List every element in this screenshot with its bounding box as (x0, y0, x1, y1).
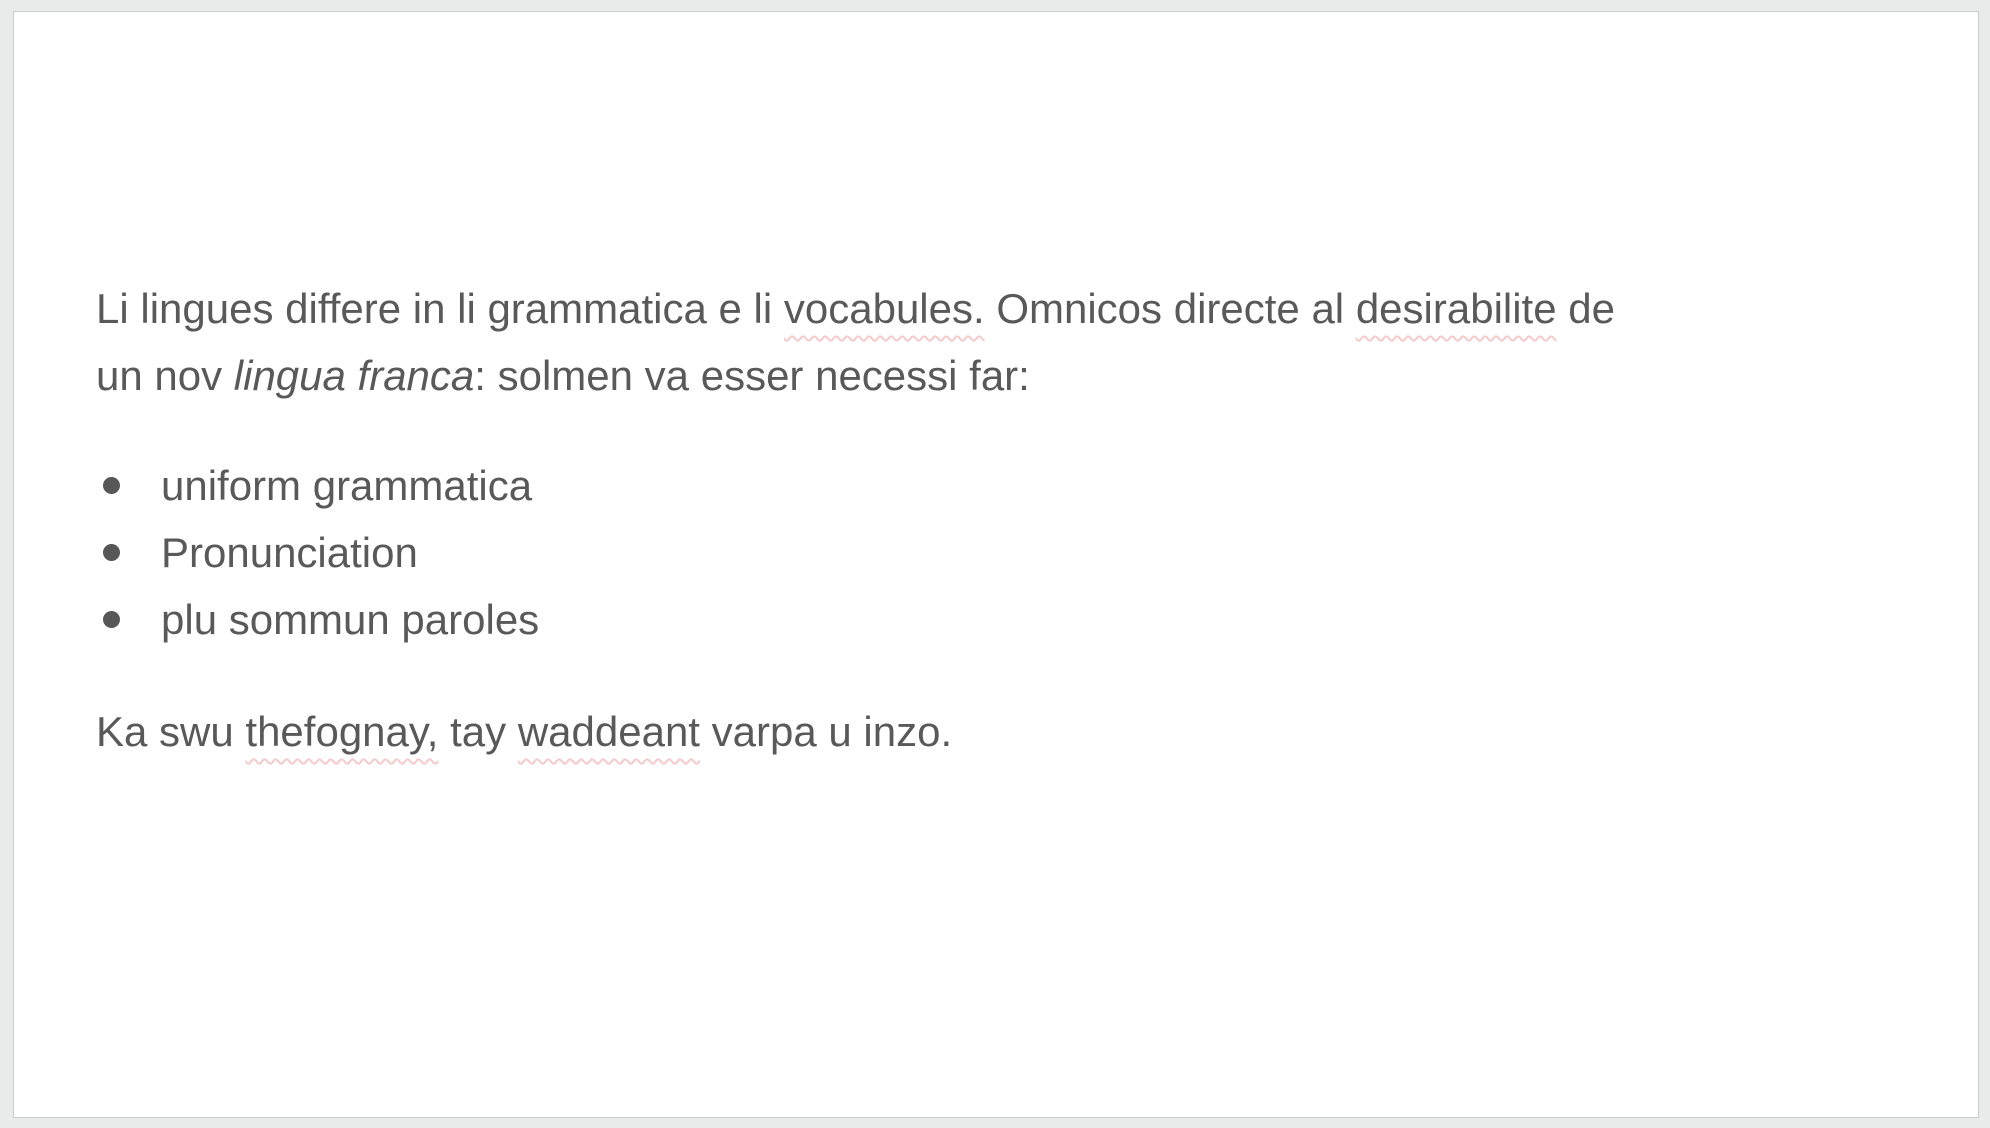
paragraph-text: Omnicos directe al (984, 285, 1356, 332)
bullet-item[interactable] (96, 519, 539, 586)
misspelled-word-waddeant: waddeant (517, 708, 700, 755)
bullet-dot-icon (103, 544, 120, 561)
bullet-item-label: Pronunciation (161, 529, 418, 576)
paragraph-line-1 (96, 275, 1615, 342)
closing-text: tay (438, 708, 518, 755)
bullet-dot-icon (103, 611, 120, 628)
bullet-list[interactable] (96, 452, 539, 653)
slide-canvas[interactable] (13, 11, 1979, 1118)
bullet-item-label: plu sommun paroles (161, 596, 540, 643)
bullet-item[interactable] (96, 452, 539, 519)
paragraph-text: : solmen va esser necessi far: (474, 352, 1030, 399)
paragraph-text: Li lingues differe in li grammatica e li (96, 285, 784, 332)
bullet-item-label: uniform grammatica (161, 462, 533, 509)
misspelled-word-vocabules: vocabules. (783, 285, 985, 332)
bullet-item[interactable] (96, 586, 539, 653)
paragraph-text: de (1556, 285, 1615, 332)
misspelled-word-thefognay: thefognay, (245, 708, 439, 755)
misspelled-word-desirabilite: desirabilite (1355, 285, 1557, 332)
paragraph-line-2 (96, 342, 1615, 409)
closing-sentence[interactable] (96, 698, 952, 765)
bullet-dot-icon (103, 477, 120, 494)
paragraph-text: un nov (96, 352, 234, 399)
closing-text: varpa u inzo. (699, 708, 953, 755)
body-paragraph[interactable] (96, 275, 1615, 409)
italic-phrase-lingua-franca: lingua franca (233, 352, 475, 399)
closing-text: Ka swu (96, 708, 246, 755)
